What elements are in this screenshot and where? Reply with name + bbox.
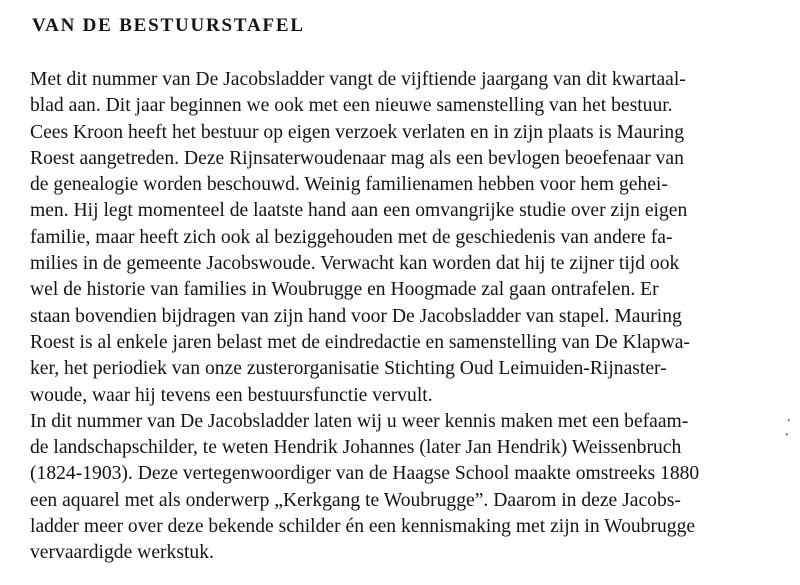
text-line: Roest aangetreden. Deze Rijnsaterwoudenaar mag als een bevlogen beoefenaar van (30, 147, 684, 169)
scan-speck-mark: • (785, 430, 789, 441)
text-line: wel de historie van families in Woubrugge en Hoogmade zal gaan ontrafelen. Er (30, 279, 659, 301)
text-line: een aquarel met als onderwerp „Kerkgang te Woubrugge”. Daarom in deze Jacobs- (30, 489, 681, 511)
article-heading: VAN DE BESTUURSTAFEL (32, 15, 305, 36)
text-line: milies in de gemeente Jacobswoude. Verwacht kan worden dat hij te zijner tijd ook (30, 253, 680, 275)
text-line: Cees Kroon heeft het bestuur op eigen verzoek verlaten en in zijn plaats is Mauring (30, 121, 684, 143)
text-line: staan bovendien bijdragen van zijn hand voor De Jacobsladder van stapel. Mauring (30, 305, 682, 327)
article-body (30, 67, 800, 567)
text-line: woude, waar hij tevens een bestuursfunctie vervult. (30, 384, 433, 406)
text-line: de landschapschilder, te weten Hendrik Johannes (later Jan Hendrik) Weissenbruch (30, 437, 682, 459)
text-line: (1824-1903). Deze vertegenwoordiger van de Haagse School maakte omstreeks 1880 (30, 463, 700, 485)
text-line: Roest is al enkele jaren belast met de eindredactie en samenstelling van De Klapwa- (30, 331, 690, 353)
text-line: ker, het periodiek van onze zusterorganisatie Stichting Oud Leimuiden-Rijnaster- (30, 358, 667, 380)
text-line: ladder meer over deze bekende schilder én een kennismaking met zijn in Woubrugge (30, 516, 696, 538)
text-line: Met dit nummer van De Jacobsladder vangt de vijftiende jaargang van dit kwartaal- (30, 69, 686, 90)
scan-speck-mark: • (787, 416, 791, 427)
text-line: blad aan. Dit jaar beginnen we ook met een nieuwe samenstelling van het bestuur. (30, 95, 673, 117)
text-line: de genealogie worden beschouwd. Weinig familienamen hebben voor hem gehei- (30, 174, 668, 196)
text-line: men. Hij legt momenteel de laatste hand aan een omvangrijke studie over zijn eigen (30, 200, 688, 222)
text-line: familie, maar heeft zich ook al beziggehouden met de geschiedenis van andere fa- (30, 226, 673, 248)
text-line: vervaardigde werkstuk. (30, 542, 214, 564)
text-line: In dit nummer van De Jacobsladder laten wij u weer kennis maken met een befaam- (30, 410, 689, 432)
